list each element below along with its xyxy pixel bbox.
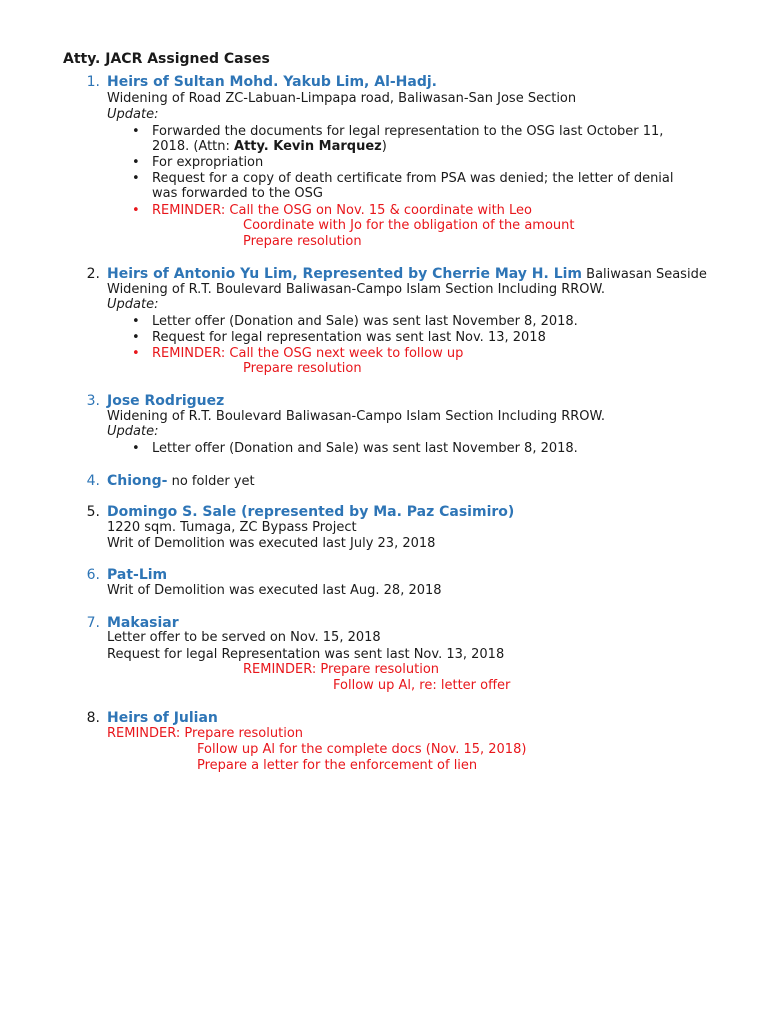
reminder-item: • REMINDER: Call the OSG on Nov. 15 & coordinate with Leo	[152, 203, 532, 219]
case-number: 8.	[86, 710, 100, 726]
case-description: Widening of Road ZC-Labuan-Limpapa road, Baliwasan-San Jose Section	[107, 91, 577, 106]
case-heading	[107, 266, 707, 283]
case-number: 6.	[86, 567, 100, 583]
case-number: 2.	[86, 266, 100, 282]
bullet-item: • Request for a copy of death certificate from PSA was denied; the letter of denial	[152, 171, 674, 187]
reminder-item: Coordinate with Jo for the obligation of the amount	[243, 218, 575, 233]
case-description: Letter offer to be served on Nov. 15, 2018	[107, 630, 381, 645]
case-name: Heirs of Julian	[107, 710, 218, 726]
case-description: Widening of R.T. Boulevard Baliwasan-Campo Islam Section Including RROW.	[107, 409, 605, 424]
reminder-item: Follow up Al, re: letter offer	[333, 678, 511, 693]
update-label: Update:	[107, 424, 159, 439]
page-title: Atty. JACR Assigned Cases	[63, 51, 270, 67]
bullet-item: • Forwarded the documents for legal representation to the OSG last October 11,	[152, 124, 663, 140]
case-location: Baliwasan Seaside	[582, 267, 707, 282]
bullet-item: • Letter offer (Donation and Sale) was sent last November 8, 2018.	[152, 314, 578, 330]
case-number: 4.	[86, 473, 100, 489]
case-name: Makasiar	[107, 615, 179, 631]
case-description: Writ of Demolition was executed last July 23, 2018	[107, 536, 436, 551]
reminder-item: • REMINDER: Call the OSG next week to follow up	[152, 346, 463, 362]
bullet-item: • For expropriation	[152, 155, 263, 171]
update-label: Update:	[107, 107, 159, 122]
reminder-item: REMINDER: Prepare resolution	[107, 726, 304, 741]
reminder-item: Follow up Al for the complete docs (Nov. 15, 2018)	[197, 742, 527, 757]
case-number: 1.	[86, 74, 100, 90]
case-number: 7.	[86, 615, 100, 631]
case-description: Writ of Demolition was executed last Aug. 28, 2018	[107, 583, 442, 598]
reminder-item: REMINDER: Prepare resolution	[243, 662, 440, 677]
case-description: 1220 sqm. Tumaga, ZC Bypass Project	[107, 520, 357, 535]
case-number: 5.	[86, 504, 100, 520]
reminder-item: Prepare resolution	[243, 234, 362, 249]
reminder-item: Prepare a letter for the enforcement of lien	[197, 758, 478, 773]
case-note: no folder yet	[167, 474, 255, 489]
case-name: Jose Rodriguez	[107, 393, 225, 409]
update-label: Update:	[107, 297, 159, 312]
bullet-item: • Request for legal representation was sent last Nov. 13, 2018	[152, 330, 546, 346]
case-number: 3.	[86, 393, 100, 409]
case-name: Domingo S. Sale (represented by Ma. Paz Casimiro)	[107, 504, 515, 520]
case-description: Request for legal Representation was sent last Nov. 13, 2018	[107, 647, 505, 662]
case-name: Chiong-	[107, 473, 168, 489]
case-heading	[107, 473, 255, 490]
reminder-item: Prepare resolution	[243, 361, 362, 376]
bullet-item: • Letter offer (Donation and Sale) was sent last November 8, 2018.	[152, 441, 578, 457]
case-name: Pat-Lim	[107, 567, 168, 583]
bullet-item-continuation: 2018. (Attn: Atty. Kevin Marquez)	[152, 139, 387, 154]
case-name: Heirs of Sultan Mohd. Yakub Lim, Al-Hadj.	[107, 74, 437, 90]
case-name: Heirs of Antonio Yu Lim, Represented by Cherrie May H. Lim	[107, 266, 583, 282]
bullet-item-continuation: was forwarded to the OSG	[152, 186, 323, 201]
case-description: Widening of R.T. Boulevard Baliwasan-Campo Islam Section Including RROW.	[107, 282, 605, 297]
